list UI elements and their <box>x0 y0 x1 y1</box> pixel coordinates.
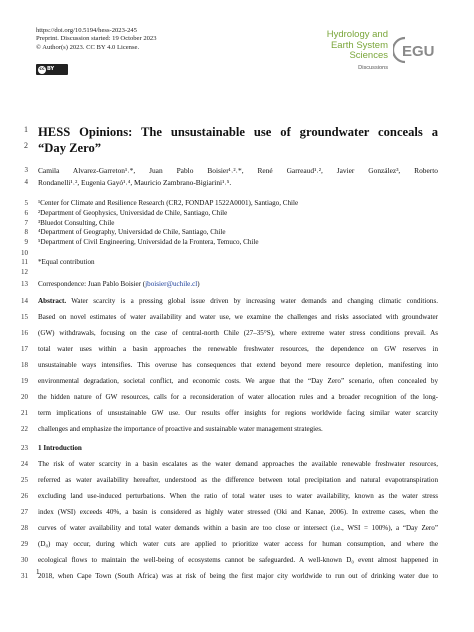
text-line: environmental degradation, societal conflict, and economic costs. We argue that the “Day Zero” scenario, often concealed by <box>38 377 438 385</box>
text-line: 2018, when Cape Town (South Africa) was at risk of being the first major city worldwide to run out of drinking water due to <box>38 572 438 580</box>
closing-paren: ) <box>197 280 200 288</box>
line-number: 16 <box>21 329 28 337</box>
line-number: 27 <box>21 508 28 516</box>
line-number: 8 <box>24 228 28 236</box>
line-number: 5 <box>24 199 28 207</box>
line-number: 21 <box>21 409 28 417</box>
line-number: 28 <box>21 524 28 532</box>
text-line: *Equal contribution <box>38 258 95 266</box>
line-number: 4 <box>24 178 28 186</box>
preprint-header <box>36 27 157 52</box>
preprint-date: Preprint. Discussion started: 19 October 2023 <box>36 35 157 43</box>
text-line <box>38 280 200 288</box>
text-line: unsustainable ways intensifies. This overuse has consequences that extend beyond mere resource depletion, manifesting into <box>38 361 438 369</box>
line-number: 24 <box>21 460 28 468</box>
text-line: index (WSI) exceeds 40%, a basin is considered as highly water stressed (Oki and Kanae, 2006). In extreme cases, when the <box>38 508 438 516</box>
line-number: 3 <box>24 166 28 174</box>
text-line: challenges and emphasize the importance of proactive and sustainable water management strategies. <box>38 425 323 433</box>
paper-title-line: “Day Zero” <box>38 141 102 155</box>
text-line: total water uses within a basin approaches the renewable freshwater resources, the dependence on GW reserves in <box>38 345 438 353</box>
cc-logo-icon: cc <box>39 66 45 72</box>
egu-logo-icon <box>393 32 437 68</box>
line-number: 1 <box>24 125 28 134</box>
section-heading: 1 Introduction <box>38 444 82 452</box>
journal-name <box>327 30 388 73</box>
text-line: term implications of unsustainable GW use. Our results offer insights for regions worldwide facing similar water scarcity <box>38 409 438 417</box>
text-line: The risk of water scarcity in a basin escalates as the water demand approaches the available renewable freshwater resources, <box>38 460 438 468</box>
line-number: 18 <box>21 361 28 369</box>
line-number: 22 <box>21 425 28 433</box>
line-number: 26 <box>21 492 28 500</box>
line-number: 20 <box>21 393 28 401</box>
text-line: ¹Center for Climate and Resilience Research (CR2, FONDAP 1522A0001), Santiago, Chile <box>38 199 299 207</box>
text-line: (GW) withdrawals, focusing on the case of central-north Chile (27–35°S), where extreme water stress conditions prevail. As <box>38 329 438 337</box>
line-number: 19 <box>21 377 28 385</box>
cc-by-label: BY <box>47 66 55 72</box>
line-number: 6 <box>24 209 28 217</box>
text-line: ³Bluedot Consulting, Chile <box>38 219 115 227</box>
text-line: ⁵Department of Civil Engineering, Universidad de la Frontera, Temuco, Chile <box>38 238 259 246</box>
text-line: (D₀) may occur, during which water cuts are applied to prioritize water access for human consumption, and where the <box>38 540 438 548</box>
line-number: 12 <box>21 268 28 276</box>
text-line: ⁴Department of Geography, Universidad de Chile, Santiago, Chile <box>38 228 226 236</box>
line-number: 13 <box>21 280 28 288</box>
text-line: ecological flows to maintain the well-being of ecosystems cannot be safeguarded. A well-known D₀ event almost happened in <box>38 556 438 564</box>
text-line: referred as water availability hereafter, understood as the difference between total precipitation and natural evapotranspiration <box>38 476 438 484</box>
text-line: the hidden nature of GW resources, calls for a reconsideration of water allocation rules and a broader recognition of the long- <box>38 393 438 401</box>
svg-text:EGU: EGU <box>402 43 435 60</box>
text-line: excluding land use-induced perturbations. When the ratio of total water uses to water availability, known as the water stress <box>38 492 438 500</box>
line-number: 23 <box>21 444 28 452</box>
correspondence-email-link[interactable]: jboisier@uchile.cl <box>145 280 198 288</box>
cc-by-license-badge[interactable] <box>36 64 68 75</box>
line-number: 31 <box>21 572 28 580</box>
text-line: curves of water availability and total water demands within a basin are too close or intersect (i.e., WSI = 100%), a “Day Zero” <box>38 524 438 532</box>
page-number: 1 <box>36 568 40 576</box>
doi-link[interactable]: https://doi.org/10.5194/hess-2023-245 <box>36 27 137 34</box>
line-number: 2 <box>24 141 28 150</box>
text-line: Based on novel estimates of water availability and water use, we examine the challenges and risks associated with groundwater <box>38 313 438 321</box>
line-number: 30 <box>21 556 28 564</box>
journal-line-3: Sciences <box>349 50 388 62</box>
journal-line-2: Earth System <box>330 39 388 51</box>
line-number: 17 <box>21 345 28 353</box>
line-number: 15 <box>21 313 28 321</box>
line-number: 7 <box>24 219 28 227</box>
abstract-text: Water scarcity is a pressing global issue driven by increasing water demands and changing climatic conditions. <box>71 297 438 305</box>
paper-title-line: HESS Opinions: The unsustainable use of groundwater conceals a <box>38 125 438 139</box>
journal-discussions: Discussions <box>358 64 388 71</box>
line-number: 29 <box>21 540 28 548</box>
abstract-label: Abstract. <box>38 297 67 305</box>
line-number: 14 <box>21 297 28 305</box>
text-line <box>38 297 438 305</box>
line-number: 10 <box>21 249 28 257</box>
line-number: 9 <box>24 238 28 246</box>
line-number: 11 <box>21 258 28 266</box>
text-line: ²Department of Geophysics, Universidad de Chile, Santiago, Chile <box>38 209 228 217</box>
author-line: Rondanelli¹˒², Eugenia Gayó¹˒⁴, Mauricio Zambrano-Bigiarini¹˒⁵. <box>38 178 232 187</box>
correspondence-label: Correspondence: Juan Pablo Boisier ( <box>38 280 146 288</box>
line-number: 25 <box>21 476 28 484</box>
author-line: Camila Alvarez-Garreton¹˒*, Juan Pablo Boisier¹˒²˒*, René Garreaud¹˒², Javier González³, Roberto <box>38 166 438 175</box>
license-text: © Author(s) 2023. CC BY 4.0 License. <box>36 43 140 51</box>
journal-line-1: Hydrology and <box>326 29 388 40</box>
